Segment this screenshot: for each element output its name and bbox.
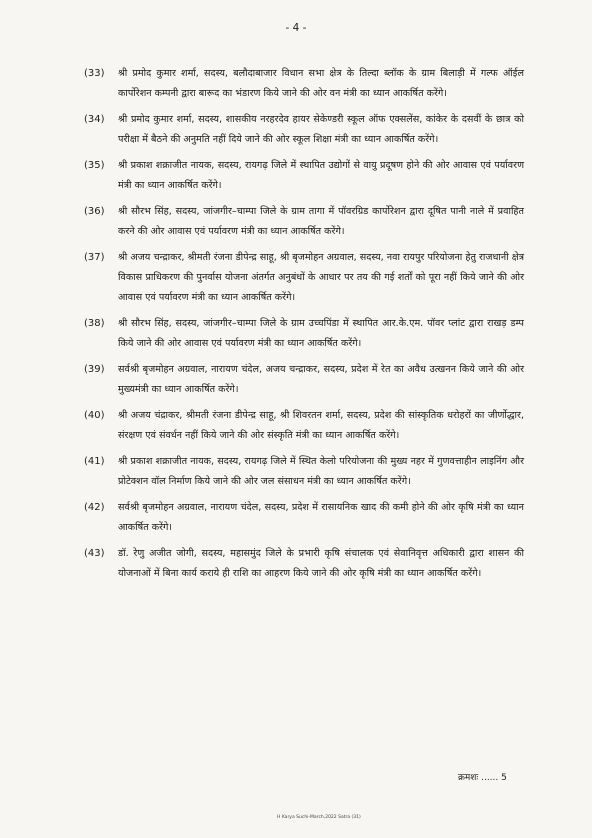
footer-reference: H Karya Suchi-March,2022 Satra (31)	[277, 815, 361, 820]
item-text: डॉ. रेणु अजीत जोगी, सदस्य, महासमुंद जिले के प्रभारी कृषि संचालक एवं सेवानिवृत्त अधिकारी द्वारा शासन की योजनाओं में बिना कार्य कराये ही राशि का आहरण किये जाने की ओर कृषि मंत्री का ध्यान आकर्षित करेंगे।	[118, 548, 524, 579]
page-number: - 4 -	[285, 22, 307, 34]
list-item	[84, 406, 524, 446]
item-number: (43)	[84, 548, 105, 559]
list-item	[84, 156, 524, 196]
continued-note: क्रमशः ...... 5	[458, 773, 507, 783]
item-text: सर्वश्री बृजमोहन अग्रवाल, नारायण चंदेल, सदस्य, प्रदेश में रासायनिक खाद की कमी होने की ओर कृषि मंत्री का ध्यान आकर्षित करेंगे।	[118, 502, 524, 533]
item-text: श्री अजय चंद्राकर, श्रीमती रंजना डीपेन्द्र साहू, श्री शिवरतन शर्मा, सदस्य, प्रदेश की सांस्कृतिक धरोहरों का जीर्णोद्धार, संरक्षण एवं संवर्धन नहीं किये जाने की ओर संस्कृति मंत्री का ध्यान आकर्षित करेंगे।	[118, 410, 524, 441]
list-item	[84, 314, 524, 354]
item-text: श्री प्रमोद कुमार शर्मा, सदस्य, शासकीय नरहरदेव हायर सेकेण्डरी स्कूल ऑफ एक्सलेंस, कांकेर के दसवीं के छात्र को परीक्षा में बैठने की अनुमति नहीं दिये जाने की ओर स्कूल शिक्षा मंत्री का ध्यान आकर्षित करेंगे।	[118, 114, 524, 145]
item-text: सर्वश्री बृजमोहन अग्रवाल, नारायण चंदेल, अजय चन्द्राकर, सदस्य, प्रदेश में रेत का अवैध उत्खनन किये जाने की ओर मुख्यमंत्री का ध्यान आकर्षित करेंगे।	[118, 364, 524, 395]
list-item	[84, 544, 524, 584]
item-text: श्री सौरभ सिंह, सदस्य, जांजगीर–चाम्पा जिले के ग्राम तागा में पॉवरग्रिड कार्पोरेशन द्वारा दूषित पानी नाले में प्रवाहित करने की ओर आवास एवं पर्यावरण मंत्री का ध्यान आकर्षित करेंगे।	[118, 206, 524, 237]
item-number: (39)	[84, 364, 105, 375]
item-number: (35)	[84, 160, 105, 171]
item-number: (38)	[84, 318, 105, 329]
item-number: (41)	[84, 456, 105, 467]
list-item	[84, 110, 524, 150]
list-item	[84, 64, 524, 104]
item-number: (36)	[84, 206, 105, 217]
list-item	[84, 202, 524, 242]
list-item	[84, 452, 524, 492]
item-text: श्री सौरभ सिंह, सदस्य, जांजगीर–चाम्पा जिले के ग्राम उच्चपिंडा में स्थापित आर.के.एम. पॉवर प्लांट द्वारा राखड़ डम्प किये जाने की ओर आवास एवं पर्यावरण मंत्री का ध्यान आकर्षित करेंगे।	[118, 318, 524, 349]
item-number: (34)	[84, 114, 105, 125]
list-item	[84, 360, 524, 400]
item-number: (37)	[84, 252, 105, 263]
item-text: श्री प्रकाश शक्राजीत नायक, सदस्य, रायगढ़ जिले में स्थापित उद्योगों से वायु प्रदूषण होने की ओर आवास एवं पर्यावरण मंत्री का ध्यान आकर्षित करेंगे।	[118, 160, 524, 191]
item-list	[84, 64, 524, 590]
item-text: श्री प्रकाश शक्राजीत नायक, सदस्य, रायगढ़ जिले में स्थित केलो परियोजना की मुख्य नहर में गुणवत्ताहीन लाइनिंग और प्रोटेक्शन वॉल निर्माण किये जाने की ओर जल संसाधन मंत्री का ध्यान आकर्षित करेंगे।	[118, 456, 524, 487]
item-text: श्री अजय चन्द्राकर, श्रीमती रंजना डीपेन्द्र साहू, श्री बृजमोहन अग्रवाल, सदस्य, नवा रायपुर परियोजना हेतु राजधानी क्षेत्र विकास प्राधिकरण की पुनर्वास योजना अंतर्गत अनुबंधों के आधार पर तय की गई शर्तों को पूरा नहीं किये जाने की ओर आवास एवं पर्यावरण मंत्री का ध्यान आकर्षित करेंगे।	[118, 252, 524, 303]
item-text: श्री प्रमोद कुमार शर्मा, सदस्य, बलौदाबाजार विधान सभा क्षेत्र के तिल्दा ब्लॉक के ग्राम बिलाड़ी में गल्फ ऑईल कार्पोरेशन कम्पनी द्वारा बारूद का भंडारण किये जाने की ओर वन मंत्री का ध्यान आकर्षित करेंगे।	[118, 68, 524, 99]
item-number: (42)	[84, 502, 105, 513]
item-number: (40)	[84, 410, 105, 421]
list-item	[84, 248, 524, 308]
list-item	[84, 498, 524, 538]
item-number: (33)	[84, 68, 105, 79]
